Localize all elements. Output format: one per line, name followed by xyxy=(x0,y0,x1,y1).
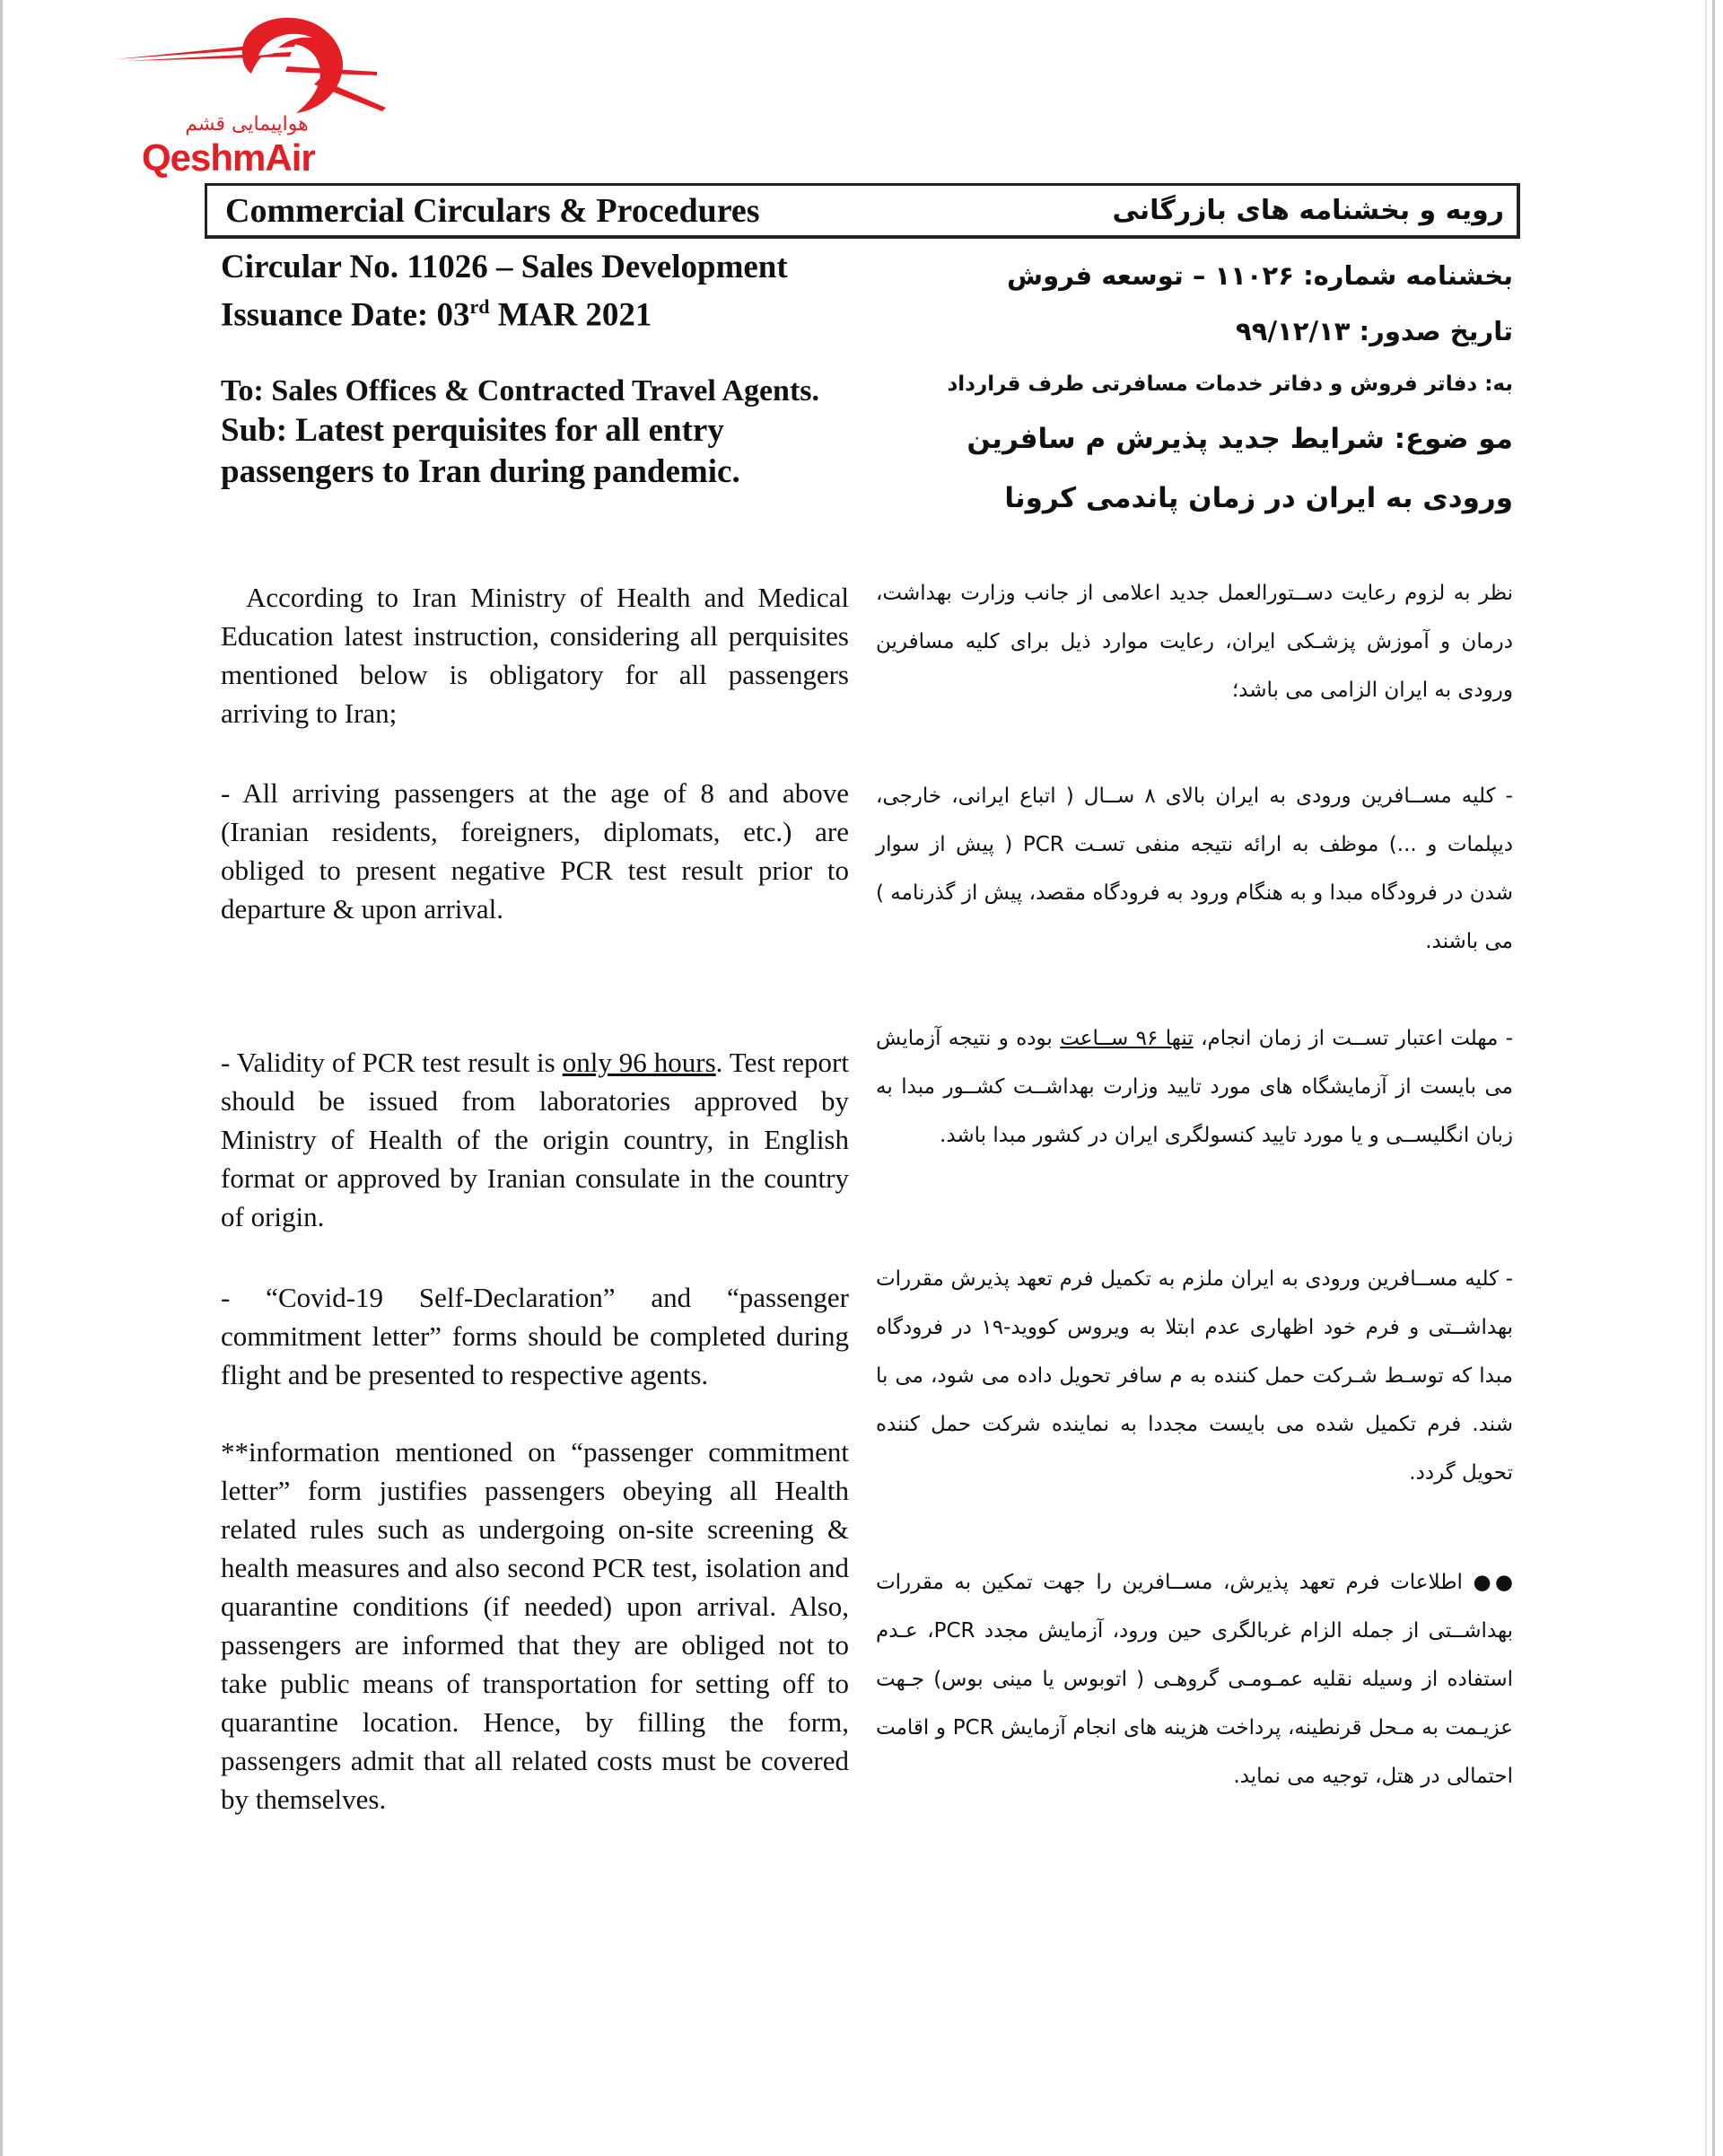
qeshmair-logo xyxy=(108,9,386,188)
bullet-pcr-validity-fa xyxy=(876,1014,1513,1160)
circular-number-en: Circular No. 11026 – Sales Development xyxy=(221,249,788,285)
issuance-date-fa: تاریخ صدور: ۹۹/۱۲/۱۳ xyxy=(1236,316,1513,346)
validity-text-end-fa: بوده و نتیجه آزمایش می بایست از آزمایشگاه های مورد تایید وزارت بهداشــت کشــور مبدا به زبان انگلیســی و یا مورد تایید کنسولگری ایران در کشور مبدا باشد. xyxy=(876,1027,1513,1147)
validity-text-start-fa: - مهلت اعتبار تســت از زمان انجام، xyxy=(1193,1027,1514,1050)
issuance-prefix: Issuance Date: 03 xyxy=(221,296,470,334)
validity-highlight: only 96 hours xyxy=(562,1047,716,1078)
subject-en-line1: Sub: Latest perquisites for all entry xyxy=(221,412,724,449)
header-title-en: Commercial Circulars & Procedures xyxy=(225,192,760,230)
note-commitment-letter-en: **information mentioned on “passenger commitment letter” form justifies passengers obeying all Health related rules such as undergoing on-site screening & health measures and also second PCR test, isolation and quarantine conditions (if needed) upon arrival. Also, passengers are informed that they are obliged not to take public means of transportation for setting off to quarantine location. Hence, by filling the form, passengers admit that all related costs must be covered by themselves. xyxy=(221,1436,849,1815)
validity-text-start: - Validity of PCR test result is xyxy=(221,1047,563,1078)
header-box xyxy=(205,183,1520,239)
logo-persian-name: هواپیمایی قشم xyxy=(185,113,309,136)
recipients-en: To: Sales Offices & Contracted Travel Agents. xyxy=(221,374,820,408)
issuance-suffix: MAR 2021 xyxy=(489,296,652,334)
subject-fa: مو ضوع: شرایط جدید پذیرش م سافرین ورودی به ایران در زمان پاندمی کرونا xyxy=(966,423,1513,514)
subject-en-line2: passengers to Iran during pandemic. xyxy=(221,453,740,490)
issuance-ordinal: rd xyxy=(469,295,490,318)
note-commitment-letter-fa: ●● اطلاعات فرم تعهد پذیرش، مســافرین را جهت تمکین به مقررات بهداشــتی از جمله الزام غربالگری حین ورود، آزمایش مجدد PCR، عـدم استفاده از وسیله نقلیه عمـومـی گروهـی ( اتوبوس یا مینی بوس) جـهت عزیـمت به مـحل قرنطینه، پرداخت هزینه های انجام آزمایش PCR و اقامت احتمالی در هتل، توجیه می نماید. xyxy=(876,1571,1514,1788)
bullet-forms-en: - “Covid-19 Self-Declaration” and “passenger commitment letter” forms should be completed during flight and be presented to respective agents. xyxy=(221,1282,849,1390)
bullet-pcr-validity-en xyxy=(221,1043,849,1236)
circular-number-fa: بخشنامه شماره: ۱۱۰۲۶ – توسعه فروش xyxy=(1007,260,1513,291)
bullet-pcr-requirement-en: - All arriving passengers at the age of 8 and above (Iranian residents, foreigners, diplomats, etc.) are obliged to present negative PCR test result prior to departure & upon arrival. xyxy=(221,777,849,925)
bullet-pcr-requirement-fa: - کلیه مســافرین ورودی به ایران بالای ۸ ســال ( اتباع ایرانی، خارجی، دیپلمات و ...) موظف به ارائه نتیجه منفی تسـت PCR ( پیش از سوار شدن در فرودگاه مبدا و به هنگام ورود به فرودگاه مقصد، پیش از گذرنامه ) می باشند. xyxy=(876,784,1513,953)
issuance-date-en xyxy=(221,287,849,335)
logo-english-name: QeshmAir xyxy=(142,136,315,179)
recipients-fa: به: دفاتر فروش و دفاتر خدمات مسافرتی طرف قرارداد xyxy=(947,372,1513,396)
page-left-edge xyxy=(0,0,3,2156)
intro-paragraph-fa: نظر به لزوم رعایت دســتورالعمل جدید اعلامی از جانب وزارت بهداشت، درمان و آموزش پزشـکی ایران، رعایت موارد ذیل برای کلیه مسافرین ورودی به ایران الزامی می باشد؛ xyxy=(876,582,1513,702)
validity-highlight-fa: تنها ۹۶ ســاعت xyxy=(1060,1027,1194,1050)
header-title-fa: رویه و بخشنامه های بازرگانی xyxy=(1112,195,1504,226)
bullet-forms-fa: - کلیه مســافرین ورودی به ایران ملزم به تکمیل فرم تعهد پذیرش مقررات بهداشــتی و فرم خود اظهاری عدم ابتلا به ویروس کووید-۱۹ در فرودگاه مبدا که توسـط شـرکت حمل کننده به م سافر تحویل داده می شود، می با شند. فرم تکمیل شده می بایست مجددا به نماینده شرکت حمل کننده تحویل گردد. xyxy=(876,1267,1514,1485)
page-right-shadow xyxy=(1705,0,1707,2156)
qeshmair-plane-logo-icon xyxy=(108,9,386,126)
page-right-edge xyxy=(1712,0,1715,2156)
validity-text-end: . Test report should be issued from laboratories approved by Ministry of Health of the origin country, in English format or approved by Iranian consulate in the country of origin. xyxy=(221,1047,849,1232)
intro-paragraph-en: According to Iran Ministry of Health and Medical Education latest instruction, considering all perquisites mentioned below is obligatory for all passengers arriving to Iran; xyxy=(221,582,849,729)
